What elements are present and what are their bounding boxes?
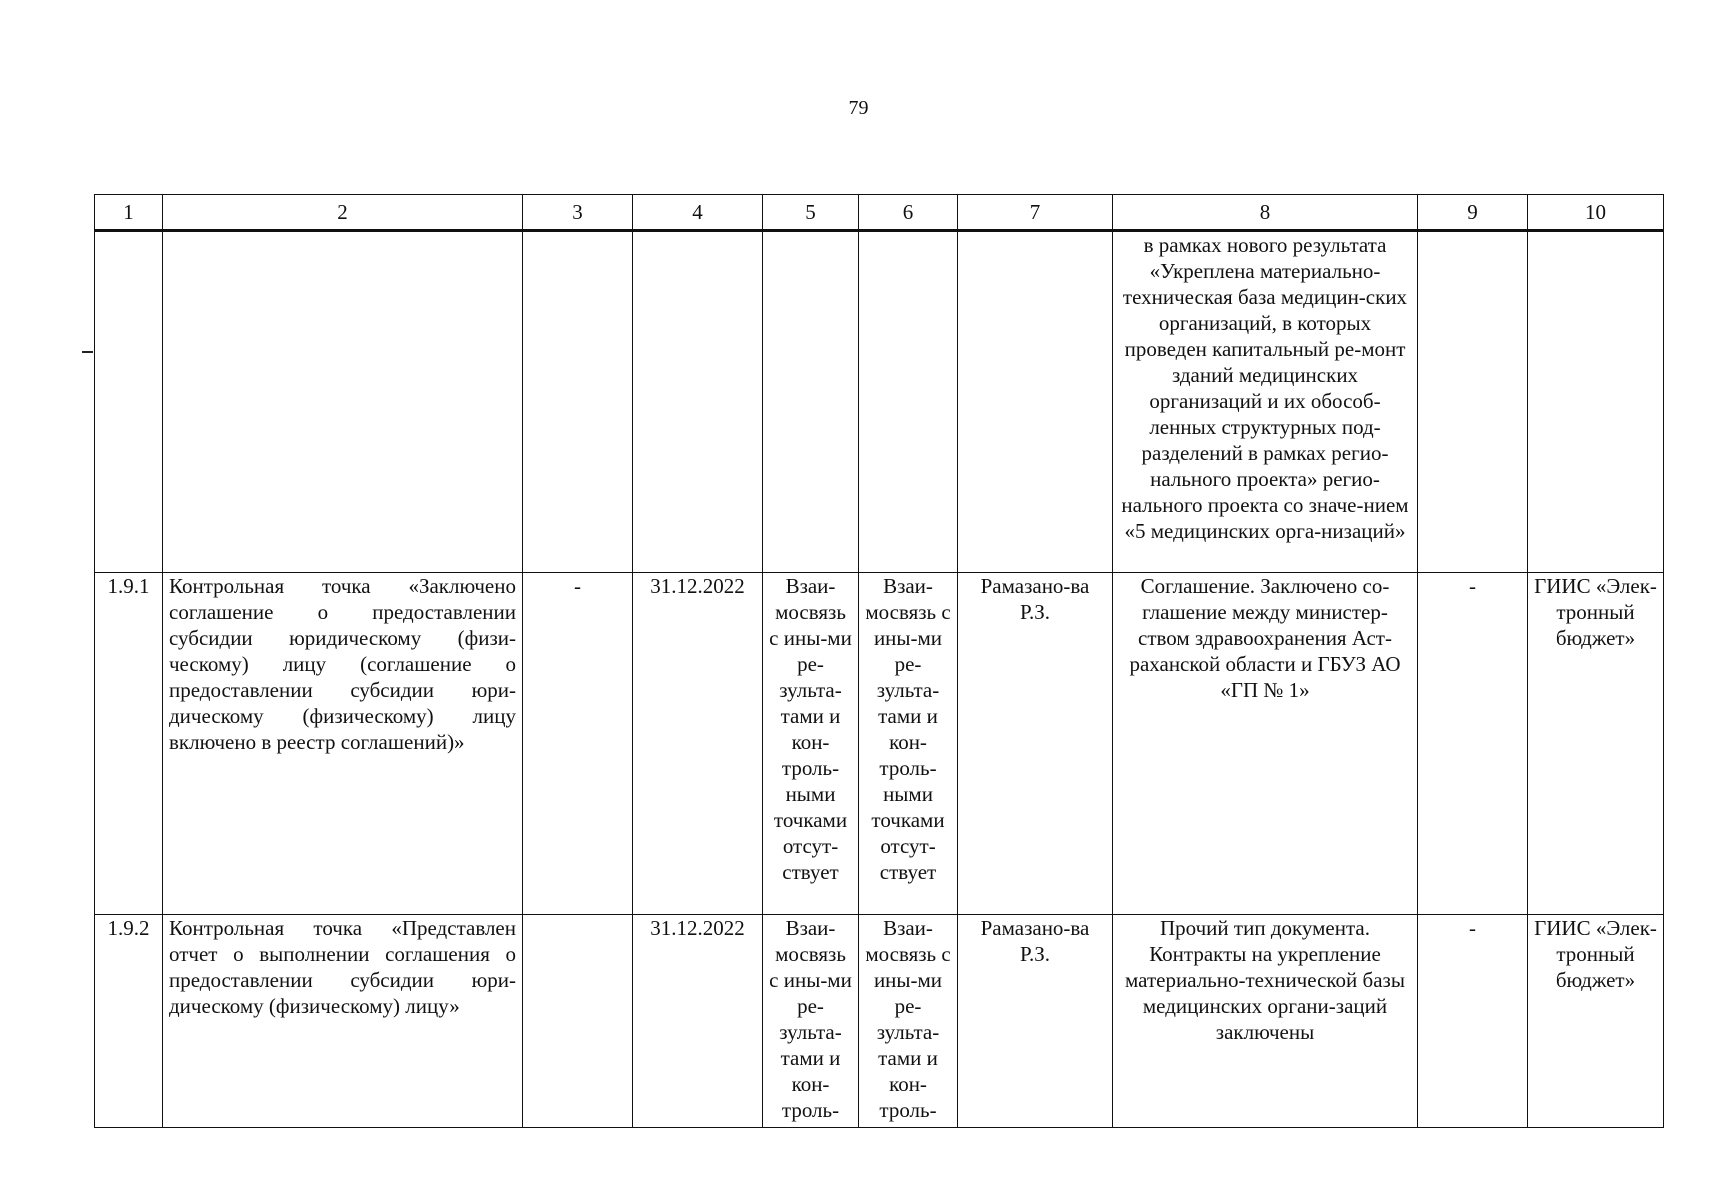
checkpoint-name: Контрольная точка «Заключено соглашение о предоставлении субсидии юридическому (физи-ческому) лицу (соглашение о предоставлении субсидии юри-дическому (физическому) лицу включено в реестр соглашений)» [163, 573, 523, 915]
table-row-continuation [95, 231, 1664, 573]
info-system: ГИИС «Элек-тронный бюджет» [1528, 915, 1664, 1128]
checkpoint-name: Контрольная точка «Представлен отчет о выполнении соглашения о предоставлении субсидии юри-дическому (физическому) лицу» [163, 915, 523, 1128]
relation-next: Взаи-мосвязь с ины-ми ре-зульта-тами и кон-троль- [859, 915, 958, 1128]
cell-col3 [523, 915, 633, 1128]
cell-col9: - [1418, 915, 1528, 1128]
col-header-3: 3 [523, 195, 633, 231]
cell-empty [859, 231, 958, 573]
relation-prev: Взаи-мосвязь с ины-ми ре-зульта-тами и кон-троль- [763, 915, 859, 1128]
due-date: 31.12.2022 [633, 915, 763, 1128]
responsible-person: Рамазано-ва Р.З. [958, 915, 1113, 1128]
relation-prev: Взаи-мосвязь с ины-ми ре-зульта-тами и кон-троль-ными точками отсут-ствует [763, 573, 859, 915]
col-header-10: 10 [1528, 195, 1664, 231]
col-header-2: 2 [163, 195, 523, 231]
header-row [95, 195, 1664, 231]
cell-empty [1528, 231, 1664, 573]
col-header-5: 5 [763, 195, 859, 231]
col-header-1: 1 [95, 195, 163, 231]
relation-next: Взаи-мосвязь с ины-ми ре-зульта-тами и кон-троль-ными точками отсут-ствует [859, 573, 958, 915]
table-row [95, 915, 1664, 1128]
page-number: 79 [848, 97, 869, 119]
cell-empty [763, 231, 859, 573]
row-number: 1.9.2 [95, 915, 163, 1128]
responsible-person: Рамазано-ва Р.З. [958, 573, 1113, 915]
continuation-text: в рамках нового результата «Укреплена материально-техническая база медицин-ских организаций, в которых проведен капитальный ре-монт зданий медицинских организаций и их обособ-ленных структурных под-разделений в рамках регио-нального проекта» регио-нального проекта со значе-нием «5 медицинских орга-низаций» [1113, 231, 1418, 573]
col-header-6: 6 [859, 195, 958, 231]
margin-mark [82, 351, 93, 353]
col-header-4: 4 [633, 195, 763, 231]
info-system: ГИИС «Элек-тронный бюджет» [1528, 573, 1664, 915]
cell-empty [633, 231, 763, 573]
table-row [95, 573, 1664, 915]
plan-table [94, 194, 1664, 1128]
col-header-8: 8 [1113, 195, 1418, 231]
cell-col3: - [523, 573, 633, 915]
cell-empty [95, 231, 163, 573]
cell-empty [163, 231, 523, 573]
cell-empty [1418, 231, 1528, 573]
row-number: 1.9.1 [95, 573, 163, 915]
document-type: Соглашение. Заключено со-глашение между министер-ством здравоохранения Аст-раханской области и ГБУЗ АО «ГП № 1» [1113, 573, 1418, 915]
cell-empty [958, 231, 1113, 573]
col-header-9: 9 [1418, 195, 1528, 231]
cell-empty [523, 231, 633, 573]
document-type: Прочий тип документа. Контракты на укрепление материально-технической базы медицинских органи-заций заключены [1113, 915, 1418, 1128]
col-header-7: 7 [958, 195, 1113, 231]
cell-col9: - [1418, 573, 1528, 915]
due-date: 31.12.2022 [633, 573, 763, 915]
